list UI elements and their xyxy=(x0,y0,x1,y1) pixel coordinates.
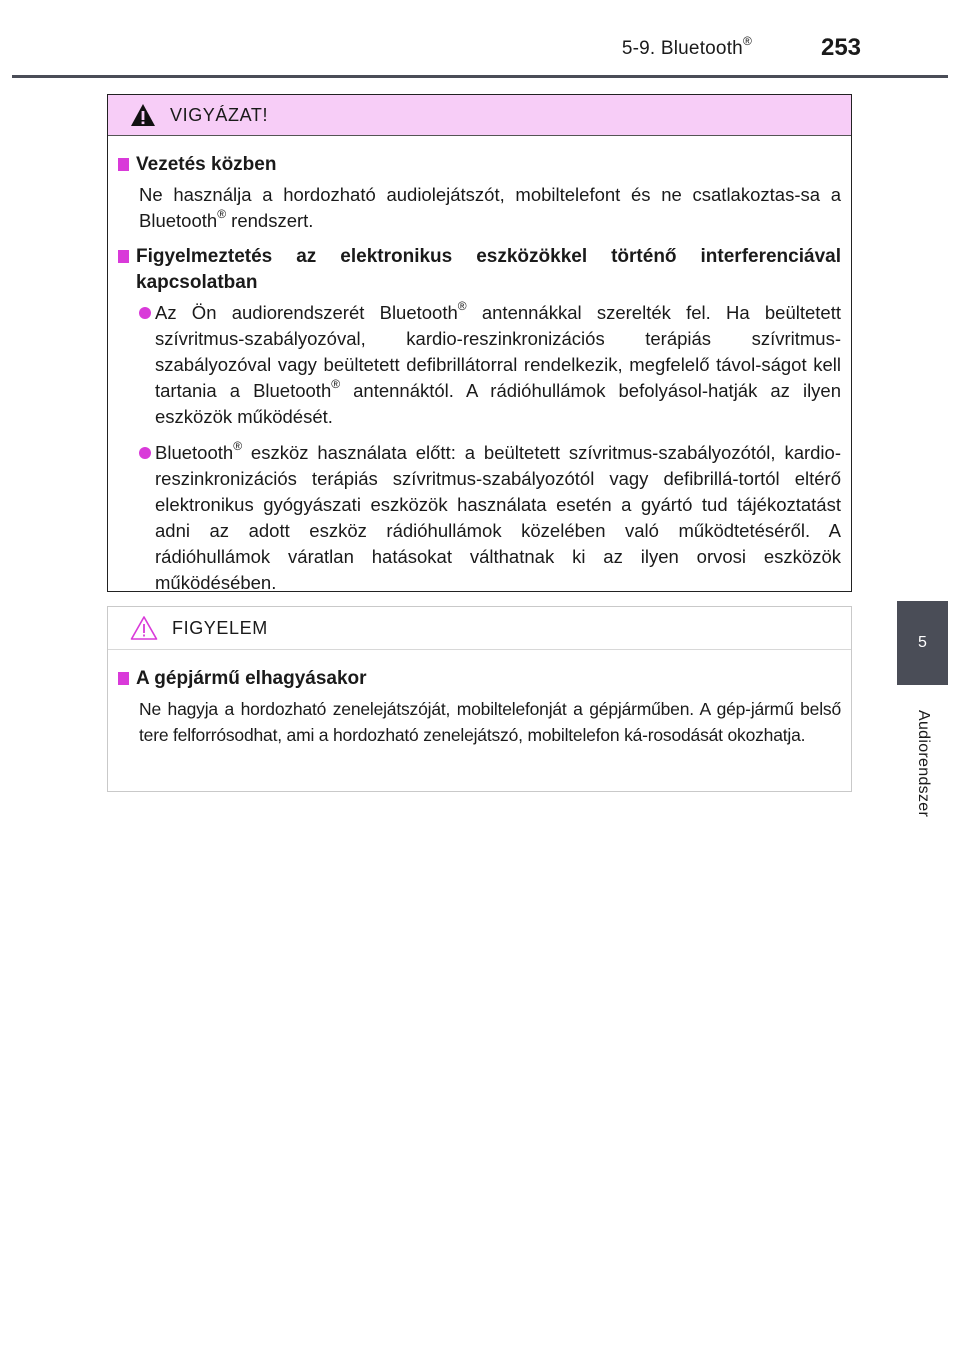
registered-mark: ® xyxy=(457,298,467,313)
paragraph-text: eszköz használata előtt: a beültetett szívritmus-szabályozótól, kardio-reszinkronizációs terápiás szívritmus-szabályozótól vagy defibrillá-tortól eltérő elektronikus gyógyászati eszközök használata esetén a gyártó tud tájékoztatást adni az adott eszköz rádióhullámok közelében való működtetéséről. A rádióhullámok váratlan hatásokat válthatnak ki az ilyen orvosi eszközök működésében. xyxy=(155,442,841,593)
paragraph-text: antennákkal szerelték fel. Ha beültetett szívritmus-szabályozóval, kardio-reszinkronizációs terápiás szívritmus-szabályozóval vagy beültetett defibrillátorral rendelkezik, megfelelő távol-ságot kell tartania a Bluetooth xyxy=(155,302,841,401)
section-heading-text: Vezetés közben xyxy=(136,154,277,175)
registered-mark: ® xyxy=(233,438,243,453)
square-bullet-icon xyxy=(118,250,129,263)
square-bullet-icon xyxy=(118,158,129,171)
section-title xyxy=(621,33,752,60)
registered-mark: ® xyxy=(217,206,227,221)
square-bullet-icon xyxy=(118,672,129,685)
paragraph-text: Bluetooth xyxy=(155,442,234,463)
section-heading xyxy=(118,152,841,178)
section-heading-text: Figyelmeztetés az elektronikus eszközökkel történő interferenciával kapcsolatban xyxy=(136,246,841,293)
page-number: 253 xyxy=(820,34,862,61)
list-item xyxy=(139,440,841,596)
chapter-tab[interactable] xyxy=(897,601,948,685)
caution-box xyxy=(107,94,852,592)
paragraph-text: rendszert. xyxy=(226,210,314,231)
list-item xyxy=(139,300,841,430)
registered-mark: ® xyxy=(331,376,341,391)
section-heading xyxy=(118,244,841,296)
section-title-text: 5-9. Bluetooth xyxy=(621,38,743,59)
header-rule xyxy=(12,75,948,78)
chapter-number: 5 xyxy=(918,634,927,651)
round-bullet-icon xyxy=(139,447,151,459)
notice-box xyxy=(107,606,852,792)
section-heading xyxy=(118,666,841,692)
registered-mark: ® xyxy=(742,33,752,48)
notice-header xyxy=(108,607,851,650)
caution-body xyxy=(108,136,851,596)
paragraph-text: antennáktól. A rádióhullámok befolyásol-hatják az ilyen eszközök működését. xyxy=(155,380,842,427)
notice-title: FIGYELEM xyxy=(172,617,268,638)
round-bullet-icon xyxy=(139,307,151,319)
notice-body xyxy=(108,650,851,748)
warning-triangle-outline-icon xyxy=(130,615,158,641)
caution-title: VIGYÁZAT! xyxy=(170,104,269,125)
caution-header xyxy=(108,95,851,136)
chapter-label-text: Audiorendszer xyxy=(915,710,932,818)
paragraph xyxy=(139,182,841,234)
paragraph-text: Az Ön audiorendszerét Bluetooth xyxy=(155,302,458,323)
paragraph xyxy=(155,440,841,596)
paragraph xyxy=(155,300,841,430)
paragraph-text: Ne használja a hordozható audiolejátszót, mobiltelefont és ne csatlakoztas-sa a Bluetooth xyxy=(139,184,841,231)
warning-triangle-icon xyxy=(130,103,156,127)
paragraph: Ne hagyja a hordozható zenelejátszóját, mobiltelefonját a gépjárműben. A gép-jármű belső tere felforrósodhat, ami a hordozható zenelejátszó, mobiltelefon ká-rosodását okozhatja. xyxy=(139,699,841,745)
chapter-label xyxy=(898,694,948,834)
section-heading-text: A gépjármű elhagyásakor xyxy=(136,668,367,689)
